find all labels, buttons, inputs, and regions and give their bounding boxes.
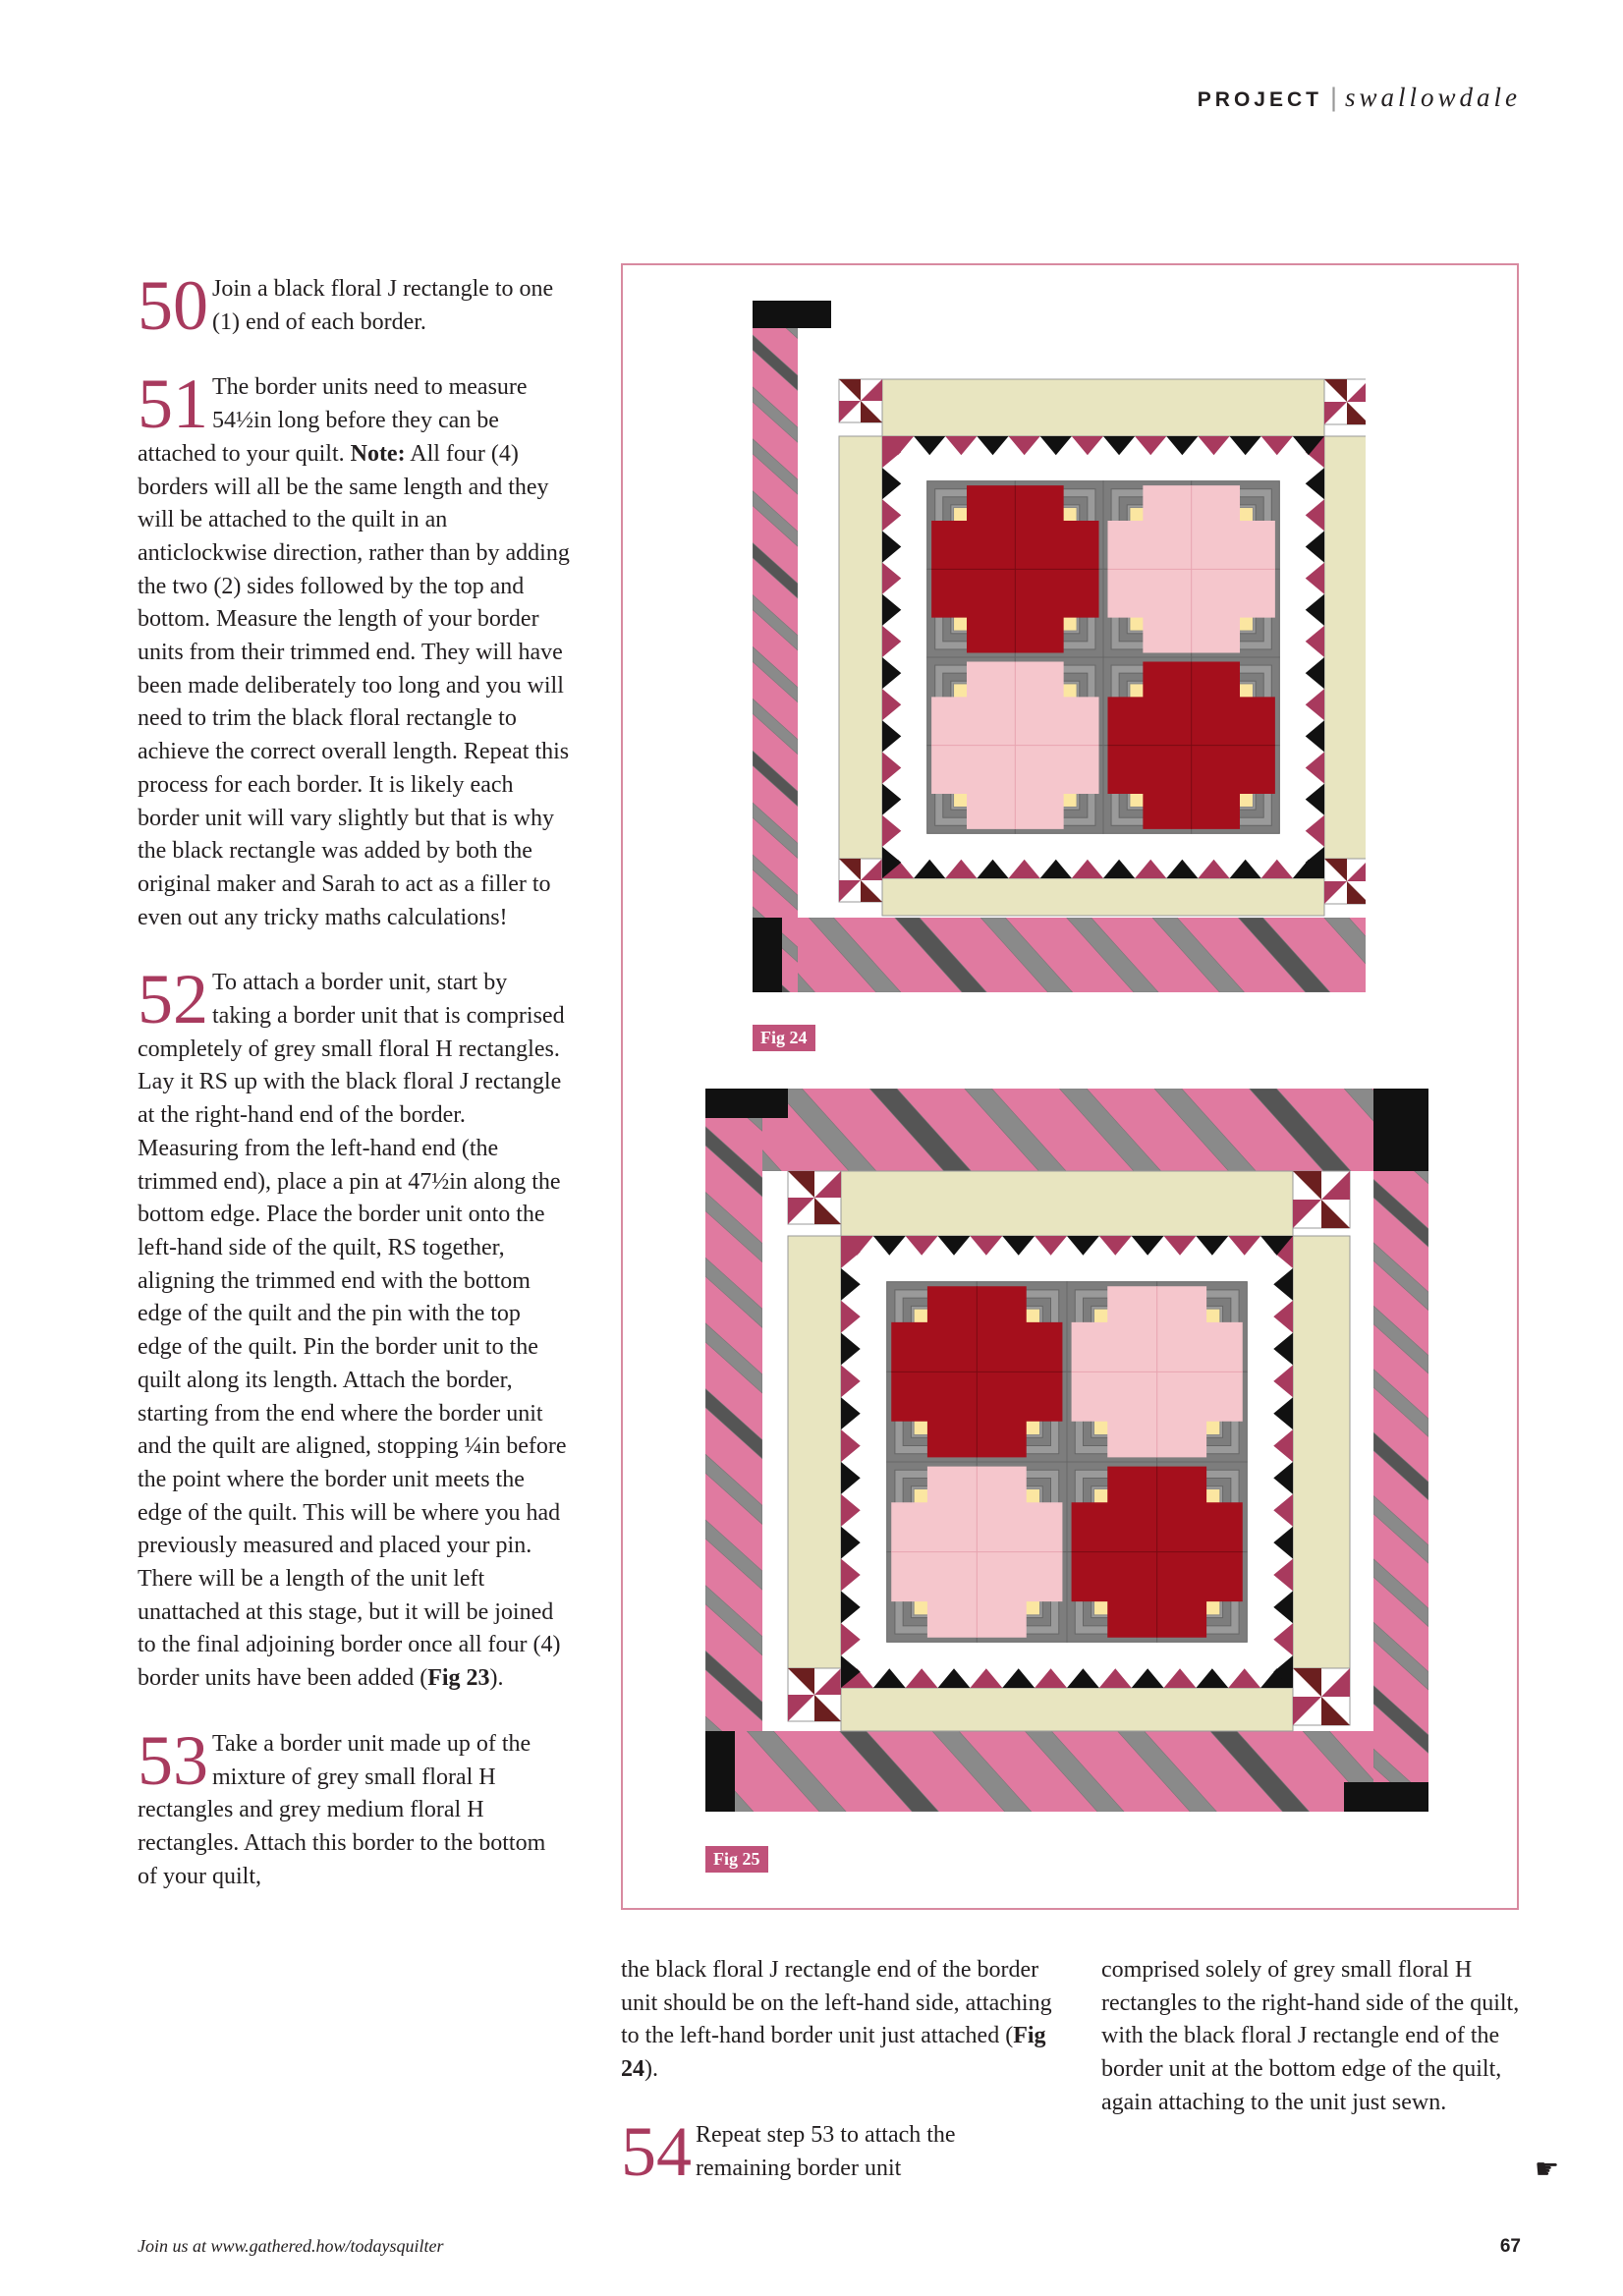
cream-border (1324, 436, 1366, 859)
spacer (798, 328, 831, 992)
step-text: Repeat step 53 to attach the remaining border unit (696, 2121, 956, 2181)
running-header (1198, 83, 1521, 113)
project-name: swallowdale (1344, 83, 1521, 112)
black-floral-j-rectangle (705, 1089, 788, 1118)
text-part: the black floral J rectangle end of the border unit should be on the left-hand side, attaching to the left-hand border unit just attached ( (621, 1957, 1052, 2049)
cream-border (788, 1236, 841, 1668)
text-part: The border units need to measure 54½in long before they can be attached to your quilt. (138, 374, 528, 467)
black-floral-j-rectangle (1373, 1089, 1428, 1171)
step-51 (138, 364, 570, 934)
step-text: Join a black floral J rectangle to one (1) end of each border. (212, 276, 554, 335)
column-3 (1101, 1954, 1524, 2120)
figure-reference: Fig 24 (621, 2023, 1046, 2083)
step-number: 53 (138, 1720, 208, 1800)
cream-border (1293, 1236, 1350, 1668)
step-53 (138, 1720, 570, 1894)
text-part: All four (4) borders will all be the same length and they will be attached to the quilt in an anticlockwise direction, rather than by adding the two (2) sides followed by the top and bottom. Measure the length of your border units from their trimmed end. They will have been made deliberately too long and you will need to trim the black floral rectangle to achieve the correct overall length. Repeat this process for each border. It is likely each border unit will vary slightly but that is why the black rectangle was added by both the original maker and Sarah to act as a filler to even out any tricky maths calculations! (138, 440, 570, 930)
cream-border (839, 436, 882, 859)
text-part: ). (644, 2056, 658, 2083)
step-text (138, 960, 570, 1695)
step-number: 52 (138, 960, 208, 1039)
figure-24-quilt-diagram (753, 301, 1366, 992)
step-number: 51 (138, 364, 208, 444)
step-number: 50 (138, 266, 208, 345)
figure-25-label: Fig 25 (705, 1846, 768, 1873)
column-1 (138, 266, 570, 1926)
figure-25-quilt-diagram (705, 1089, 1428, 1812)
pointing-hand-icon: ☛ (1535, 2153, 1560, 2185)
cream-border (841, 1171, 1293, 1236)
step-text (621, 1954, 1053, 2087)
figure-24-label: Fig 24 (753, 1025, 815, 1051)
step-number: 54 (621, 2111, 692, 2191)
header-separator: | (1329, 83, 1337, 112)
page-number: 67 (1499, 2236, 1521, 2257)
step-54 (621, 2111, 1053, 2191)
step-text: Take a border unit made up of the mixture of grey small floral H rectangles and grey medium floral H rectangles. Attach this border to the bottom of your quilt, (138, 1730, 546, 1889)
figure-reference: Fig 23 (427, 1665, 490, 1692)
black-floral-j-rectangle (705, 1731, 735, 1812)
text-part: To attach a border unit, start by taking a border unit that is comprised completely of grey small floral H rectangles. Lay it RS up with the black floral J rectangle at the right-hand end of the border. Measuring from the left-hand end (the trimmed end), place a pin at 47½in along the bottom edge. Place the border unit onto the left-hand side of the quilt, RS together, aligning the trimmed end with the bottom edge of the quilt and the pin with the top edge of the quilt. Pin the border unit to the quilt along its length. Attach the border, starting from the end where the border unit and the quilt are aligned, stopping ¼in before the point where the border unit meets the edge of the quilt. This will be where you had previously measured and placed your pin. There will be a length of the unit left unattached at this stage, but it will be joined to the final adjoining border once all four (4) border units have been added ( (138, 970, 567, 1692)
black-floral-j-rectangle (753, 918, 782, 992)
black-floral-j-rectangle (1344, 1782, 1428, 1812)
step-54-continued: comprised solely of grey small floral H rectangles to the right-hand side of the quilt, with the black floral J rectangle end of the border unit at the bottom edge of the quilt, again attaching to the unit just sewn. (1101, 1957, 1520, 2115)
step-50 (138, 266, 570, 345)
footer-website: Join us at www.gathered.how/todaysquilter (138, 2236, 444, 2256)
column-2 (621, 1954, 1053, 2217)
section-label: PROJECT (1197, 88, 1322, 111)
text-part: ). (489, 1665, 504, 1692)
step-53-continued (621, 1954, 1053, 2087)
note-label: Note: (350, 440, 406, 467)
step-52 (138, 960, 570, 1695)
step-text (138, 364, 570, 934)
cream-border (882, 379, 1324, 436)
black-floral-j-rectangle (753, 301, 831, 328)
